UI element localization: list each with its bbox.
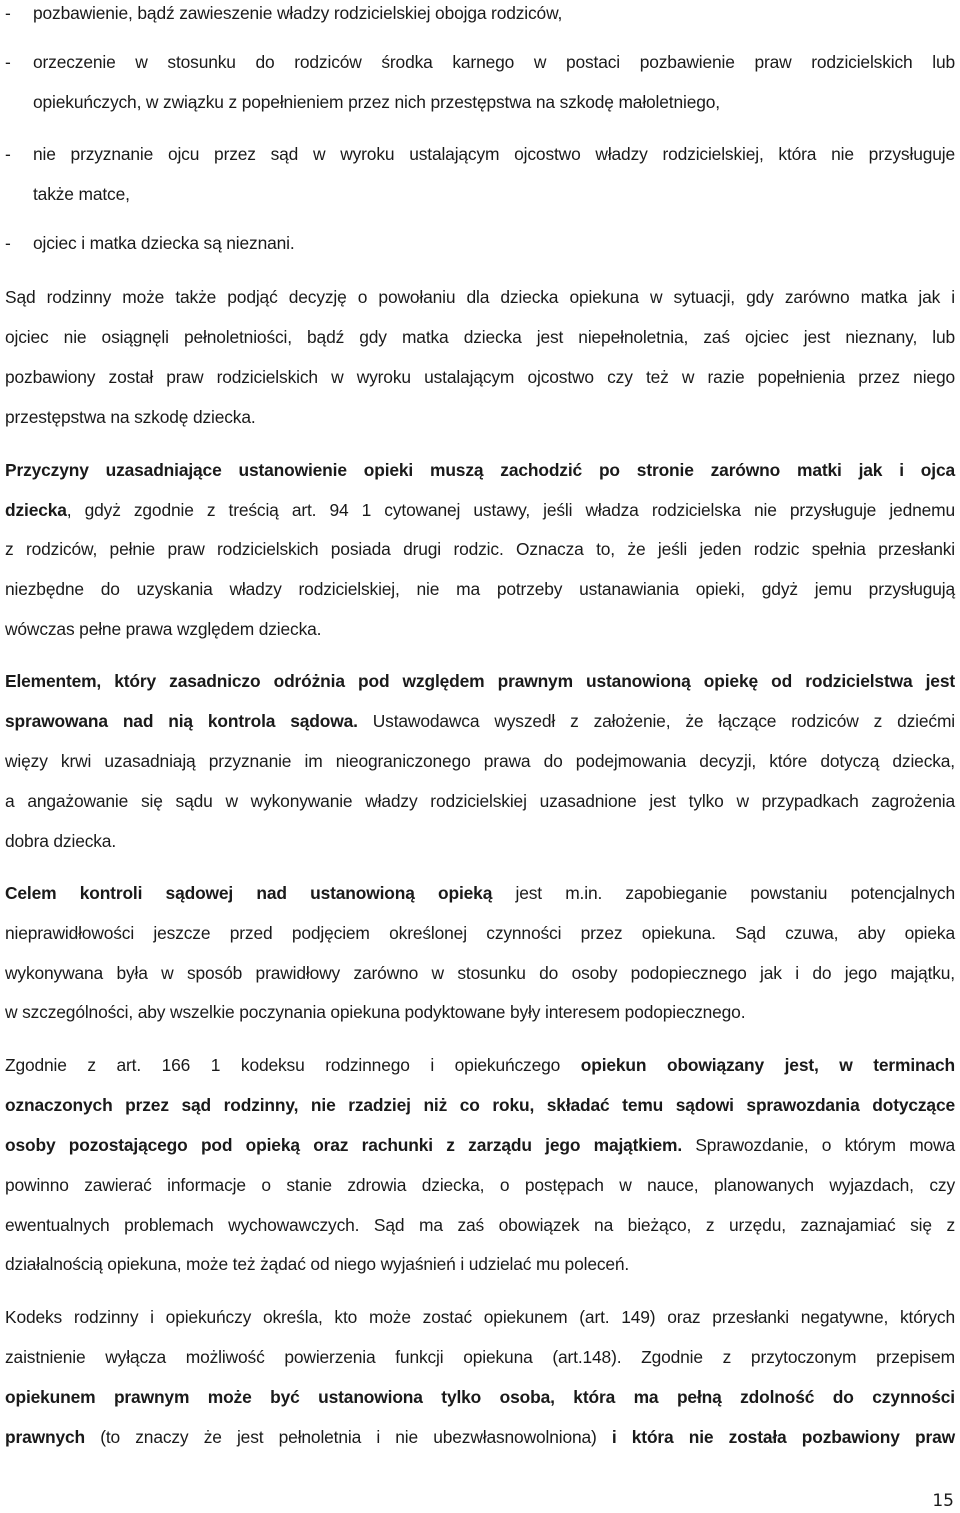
list-marker: - [5, 3, 11, 23]
paragraph-line: pozbawiony został praw rodzicielskich w wyroku ustalającym ojcostwo czy też w razie popełnienia przez niego [5, 367, 955, 387]
paragraph-line: z rodziców, pełnie praw rodzicielskich posiada drugi rodzic. Oznacza to, że jeśli jeden rodzic spełnia przesłanki [5, 539, 955, 559]
paragraph-line: przestępstwa na szkodę dziecka. [5, 407, 256, 427]
paragraph-text: Sprawozdanie, o którym mowa [682, 1135, 955, 1155]
paragraph-line: ojciec nie osiągnęli pełnoletniości, bądź gdy matka dziecka jest niepełnoletnia, zaś ojciec jest nieznany, lub [5, 327, 955, 347]
paragraph-text: , gdyż zgodnie z treścią art. 94 1 cytowanej ustawy, jeśli władza rodzicielska nie przysługuje jednemu [66, 500, 955, 520]
paragraph-text: jest m.in. zapobieganie powstaniu potencjalnych [492, 883, 955, 903]
paragraph-line: zaistnienie wyłącza możliwość powierzenia funkcji opiekuna (art.148). Zgodnie z przytoczonym przepisem [5, 1347, 955, 1367]
paragraph-line [5, 499, 955, 521]
paragraph-line [5, 1134, 955, 1156]
paragraph-line: wówczas pełne prawa względem dziecka. [5, 619, 322, 639]
bold-text: opiekun obowiązany jest, w terminach [580, 1055, 955, 1075]
paragraph-text: Ustawodawca wyszedł z założenie, że łączące rodziców z dziećmi [357, 711, 955, 731]
list-item-text: ojciec i matka dziecka są nieznani. [33, 233, 295, 253]
paragraph-text: Zgodnie z art. 166 1 kodeksu rodzinnego i opiekuńczego [5, 1055, 581, 1075]
list-marker: - [5, 233, 11, 253]
list-marker: - [5, 144, 11, 164]
list-item-text: orzeczenie w stosunku do rodziców środka karnego w postaci pozbawienie praw rodzicielskich lub [33, 52, 955, 72]
paragraph-line: powinno zawierać informacje o stanie zdrowia dziecka, o postępach w nauce, planowanych wyjazdach, czy [5, 1175, 955, 1195]
bold-text: sprawowana nad nią kontrola sądowa. [5, 711, 358, 731]
paragraph-line [5, 1426, 955, 1448]
paragraph-line: Sąd rodzinny może także podjąć decyzję o powołaniu dla dziecka opiekuna w sytuacji, gdy zarówno matka jak i [5, 287, 955, 307]
paragraph-line: wykonywana była w sposób prawidłowy zarówno w stosunku do osoby podopiecznego jak i do jego majątku, [5, 963, 955, 983]
paragraph-line [5, 1054, 955, 1076]
paragraph-line: działalnością opiekuna, może też żądać od niego wyjaśnień i udzielać mu poleceń. [5, 1254, 630, 1274]
paragraph-line: więzy krwi uzasadniają przyznanie im nieograniczonego prawa do podejmowania decyzji, które dotyczą dziecka, [5, 751, 955, 771]
list-item-text: pozbawienie, bądź zawieszenie władzy rodzicielskiej obojga rodziców, [33, 3, 563, 23]
paragraph-text: (to znaczy że jest pełnoletnia i nie ubezwłasnowolniona) [84, 1427, 612, 1447]
paragraph-line: ewentualnych problemach wychowawczych. Sąd ma zaś obowiązek na bieżąco, z urzędu, zaznajamiać się z [5, 1215, 955, 1235]
paragraph-line-bold: Elementem, który zasadniczo odróżnia pod względem prawnym ustanowioną opiekę od rodzicielstwa jest [5, 671, 955, 691]
paragraph-line-bold: opiekunem prawnym może być ustanowiona tylko osoba, która ma pełną zdolność do czynności [5, 1387, 955, 1407]
paragraph-line: Kodeks rodzinny i opiekuńczy określa, kto może zostać opiekunem (art. 149) oraz przesłanki negatywne, których [5, 1307, 955, 1327]
paragraph-line [5, 710, 955, 732]
paragraph-line: w szczególności, aby wszelkie poczynania opiekuna podyktowane były interesem podopiecznego. [5, 1002, 746, 1022]
list-item-text: nie przyznanie ojcu przez sąd w wyroku ustalającym ojcostwo władzy rodzicielskiej, która nie przysługuje [33, 144, 955, 164]
paragraph-line: nieprawidłowości jeszcze przed podjęciem określonej czynności przez opiekuna. Sąd czuwa, aby opieka [5, 923, 955, 943]
paragraph-line: a angażowanie się sądu w wykonywanie władzy rodzicielskiej uzasadnione jest tylko w przypadkach zagrożenia [5, 791, 955, 811]
bold-text: osoby pozostającego pod opieką oraz rachunki z zarządu jego majątkiem. [5, 1135, 683, 1155]
bold-text: dziecka [5, 500, 67, 520]
page-number: 15 [932, 1491, 954, 1511]
paragraph-line: niezbędne do uzyskania władzy rodzicielskiej, nie ma potrzeby ustanawiania opieki, gdyż jemu przysługują [5, 579, 955, 599]
bold-text: prawnych [5, 1427, 85, 1447]
list-item-text: opiekuńczych, w związku z popełnieniem przez nich przestępstwa na szkodę małoletniego, [33, 92, 720, 112]
list-item-text: także matce, [33, 184, 130, 204]
paragraph-line-bold: oznaczonych przez sąd rodzinny, nie rzadziej niż co roku, składać temu sądowi sprawozdania dotyczące [5, 1095, 955, 1115]
bold-text: i która nie została pozbawiony praw [611, 1427, 955, 1447]
bold-text: Celem kontroli sądowej nad ustanowioną opieką [5, 883, 493, 903]
list-marker: - [5, 52, 11, 72]
paragraph-line [5, 882, 955, 904]
paragraph-line-bold: Przyczyny uzasadniające ustanowienie opieki muszą zachodzić po stronie zarówno matki jak i ojca [5, 460, 955, 480]
paragraph-line: dobra dziecka. [5, 831, 117, 851]
